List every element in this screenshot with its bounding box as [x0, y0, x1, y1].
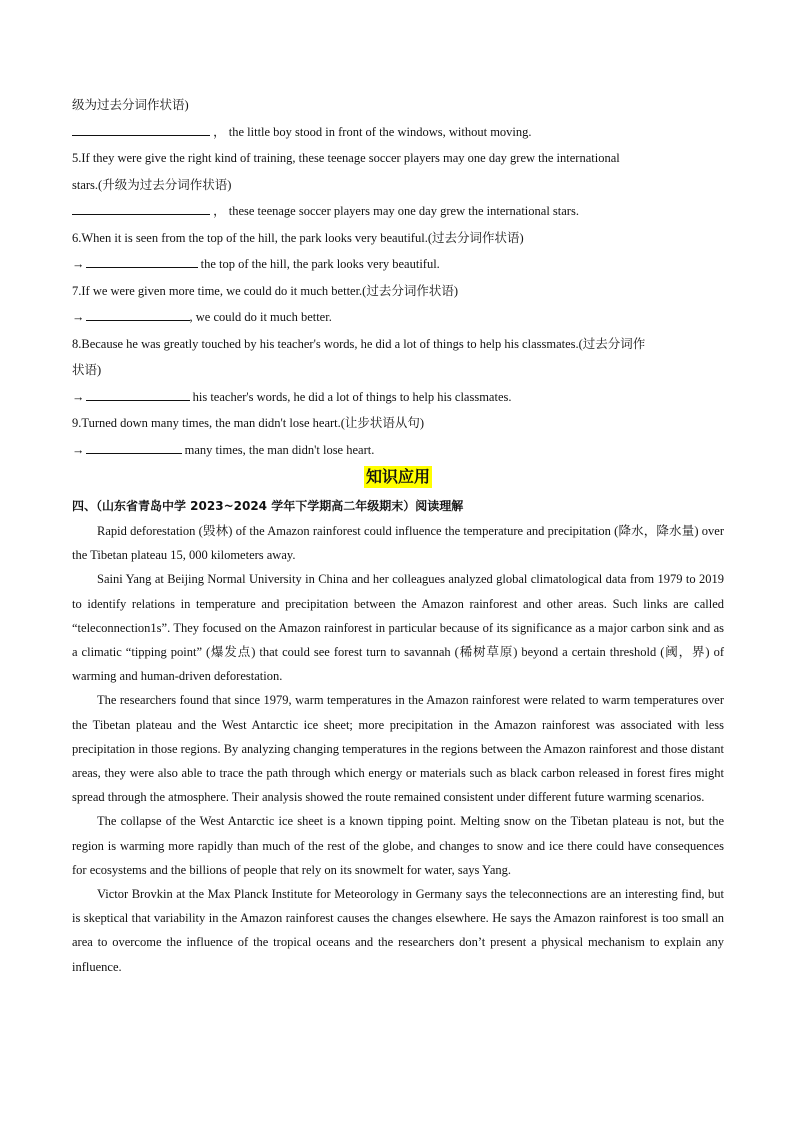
exercise-answer-line: [72, 251, 724, 278]
section-title: 知识应用: [365, 467, 430, 486]
answer-text: , we could do it much better.: [189, 310, 332, 324]
reading-paragraph: Victor Brovkin at the Max Planck Institute for Meteorology in Germany says the teleconnections are an interesting find, but is skeptical that variability in the Amazon rainforest causes the changes elsewhere. He says the Amazon rainforest is too small an area to overcome the influence of the tropical oceans and the researchers don’t present a physical mechanism to explain any influence.: [72, 887, 724, 974]
section-title-wrap: [72, 463, 724, 493]
answer-text: the top of the hill, the park looks very beautiful.: [200, 257, 440, 271]
exercise-answer-line: [72, 119, 724, 146]
answer-text: his teacher's words, he did a lot of things to help his classmates.: [192, 389, 512, 404]
reading-paragraph: Saini Yang at Beijing Normal University in China and her colleagues analyzed global climatological data from 1979 to 2019 to identify relations in temperature and precipitation between the Amazon rainforest and other areas. Such links are called “teleconnection1s”. They focused on the Amazon rainforest in particular because of its significance as a major carbon sink and as a climatic “tipping point” (爆发点) that could see forest turn to savannah (稀树草原) beyond a certain threshold (阈，界) of warming and human-driven deforestation.: [72, 572, 724, 684]
answer-blank[interactable]: [72, 121, 210, 136]
exercise-question: 9.Turned down many times, the man didn't lose heart.(让步状语从句): [72, 416, 425, 430]
answer-blank[interactable]: [86, 253, 198, 268]
answer-blank[interactable]: [72, 200, 210, 215]
exercise-answer-line: [72, 304, 724, 331]
exercise-question: 8.Because he was greatly touched by his teacher's words, he did a lot of things to help his classmates.(过去分词作: [72, 336, 646, 351]
answer-text: many times, the man didn't lose heart.: [184, 442, 375, 457]
reading-paragraph: The researchers found that since 1979, warm temperatures in the Amazon rainforest were related to warm temperatures over the Tibetan plateau and the West Antarctic ice sheet; more precipitation in the Amazon rainforest was associated with less precipitation in those regions. By analyzing changing temperatures in the regions between the Amazon rainforest and those distant areas, they were also able to trace the path through which energy or materials such as black carbon released in forest fires might spread through the atmosphere. Their analysis showed the route remained consistent under different future warming scenarios.: [72, 693, 724, 805]
exercise-question: stars.(升级为过去分词作状语): [72, 177, 232, 192]
reading-paragraph: The collapse of the West Antarctic ice sheet is a known tipping point. Melting snow on the Tibetan plateau is not, but the region is warming more rapidly than much of the rest of the globe, and changes to snow and ice there could have consequences for ecosystems and the billions of people that rely on its snowmelt for water, says Yang.: [72, 814, 724, 877]
exercise-question: 7.If we were given more time, we could do it much better.(过去分词作状语): [72, 283, 459, 298]
arrow-icon: →: [72, 442, 85, 457]
answer-text: ， these teenage soccer players may one day grew the international stars.: [213, 204, 579, 218]
reading-heading: 四、（山东省青岛中学 2023~2024 学年下学期高二年级期末）阅读理解: [72, 499, 464, 513]
answer-blank[interactable]: [86, 386, 190, 401]
arrow-icon: →: [72, 310, 85, 324]
reading-paragraph: Rapid deforestation (毁林) of the Amazon rainforest could influence the temperature and precipitation (降水，降水量) over the Tibetan plateau 15, 000 kilometers away.: [72, 524, 724, 563]
answer-text: ， the little boy stood in front of the windows, without moving.: [213, 124, 532, 139]
exercise-answer-line: [72, 437, 724, 464]
answer-blank[interactable]: [86, 306, 190, 321]
exercise-answer-line: [72, 384, 724, 411]
document-page: [72, 92, 724, 979]
exercise-answer-line: [72, 198, 724, 225]
arrow-icon: →: [72, 389, 85, 404]
exercise-question: 5.If they were give the right kind of training, these teenage soccer players may one day grew the international: [72, 151, 620, 165]
exercise-text: 级为过去分词作状语): [72, 98, 189, 112]
arrow-icon: →: [72, 257, 85, 271]
exercise-question: 状语): [72, 363, 102, 377]
exercise-question: 6.When it is seen from the top of the hill, the park looks very beautiful.(过去分词作状语): [72, 230, 524, 245]
answer-blank[interactable]: [86, 439, 182, 454]
